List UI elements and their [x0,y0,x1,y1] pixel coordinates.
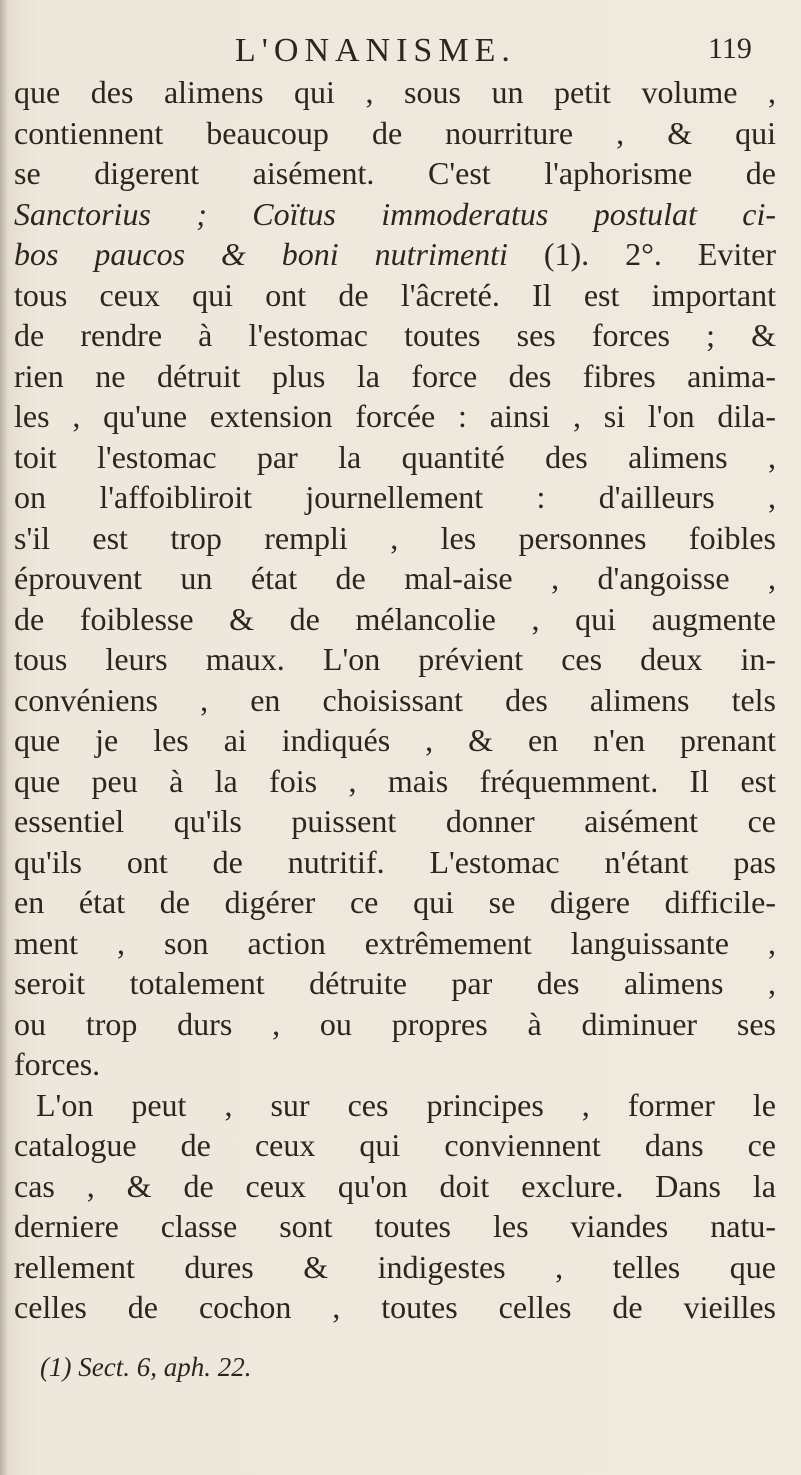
italic-phrase: bos paucos & boni nutrimenti [14,236,508,272]
text-line: on l'affoibliroit journellement : d'ailleurs , [14,479,776,515]
text-line: rien ne détruit plus la force des fibres anima- [14,357,776,394]
text-line: cas , & de ceux qu'on doit exclure. Dans la [14,1167,776,1204]
text-line-mixed [14,234,776,275]
text-line: de foiblesse & de mélancolie , qui augmente [14,600,776,637]
text-line: derniere classe sont toutes les viandes natu- [14,1208,776,1244]
text-line: s'il est trop rempli , les personnes foibles [14,519,776,556]
text-line: de rendre à l'estomac toutes ses forces ; & [14,317,776,353]
text-line: seroit totalement détruite par des alimens , [14,965,776,1001]
text-line: forces. [14,1046,101,1082]
page-header [0,32,801,72]
text-line: se digerent aisément. C'est l'aphorisme de [14,155,776,191]
text-line: ment , son action extrêmement languissante , [14,924,776,961]
text-line: essentiel qu'ils puissent donner aisément ce [14,803,776,839]
text-line: ou trop durs , ou propres à diminuer ses [14,1005,776,1042]
page-number: 119 [708,32,752,65]
text-line: que peu à la fois , mais fréquemment. Il est [14,762,776,799]
text-line: contiennent beaucoup de nourriture , & qui [14,114,776,151]
text-line: en état de digérer ce qui se digere difficile- [14,884,776,920]
footnote: (1) Sect. 6, aph. 22. [40,1352,252,1382]
text-line: tous leurs maux. L'on prévient ces deux in- [14,641,776,677]
page-gutter-shadow [0,0,6,1475]
text-line: tous ceux qui ont de l'âcreté. Il est important [14,276,776,313]
roman-phrase: (1). 2°. Eviter [507,236,776,272]
text-line: Sanctorius ; Coïtus immoderatus postulat ci- [14,195,776,232]
text-line: rellement dures & indigestes , telles que [14,1248,776,1285]
text-line: toit l'estomac par la quantité des alimens , [14,438,776,475]
paragraph-start-line: L'on peut , sur ces principes , former le [36,1086,776,1123]
text-line: convéniens , en choisissant des alimens tels [14,681,776,718]
text-line: éprouvent un état de mal-aise , d'angoisse , [14,560,776,596]
text-line: que des alimens qui , sous un petit volume , [14,74,776,110]
text-line: les , qu'une extension forcée : ainsi , si l'on dila- [14,398,776,434]
running-title: L'ONANISME. [235,32,516,69]
text-line: celles de cochon , toutes celles de vieilles [14,1289,776,1325]
text-line: qu'ils ont de nutritif. L'estomac n'étant pas [14,843,776,880]
body-text [14,72,776,1328]
text-line: catalogue de ceux qui conviennent dans ce [14,1127,776,1163]
text-line: que je les ai indiqués , & en n'en prenant [14,722,776,758]
